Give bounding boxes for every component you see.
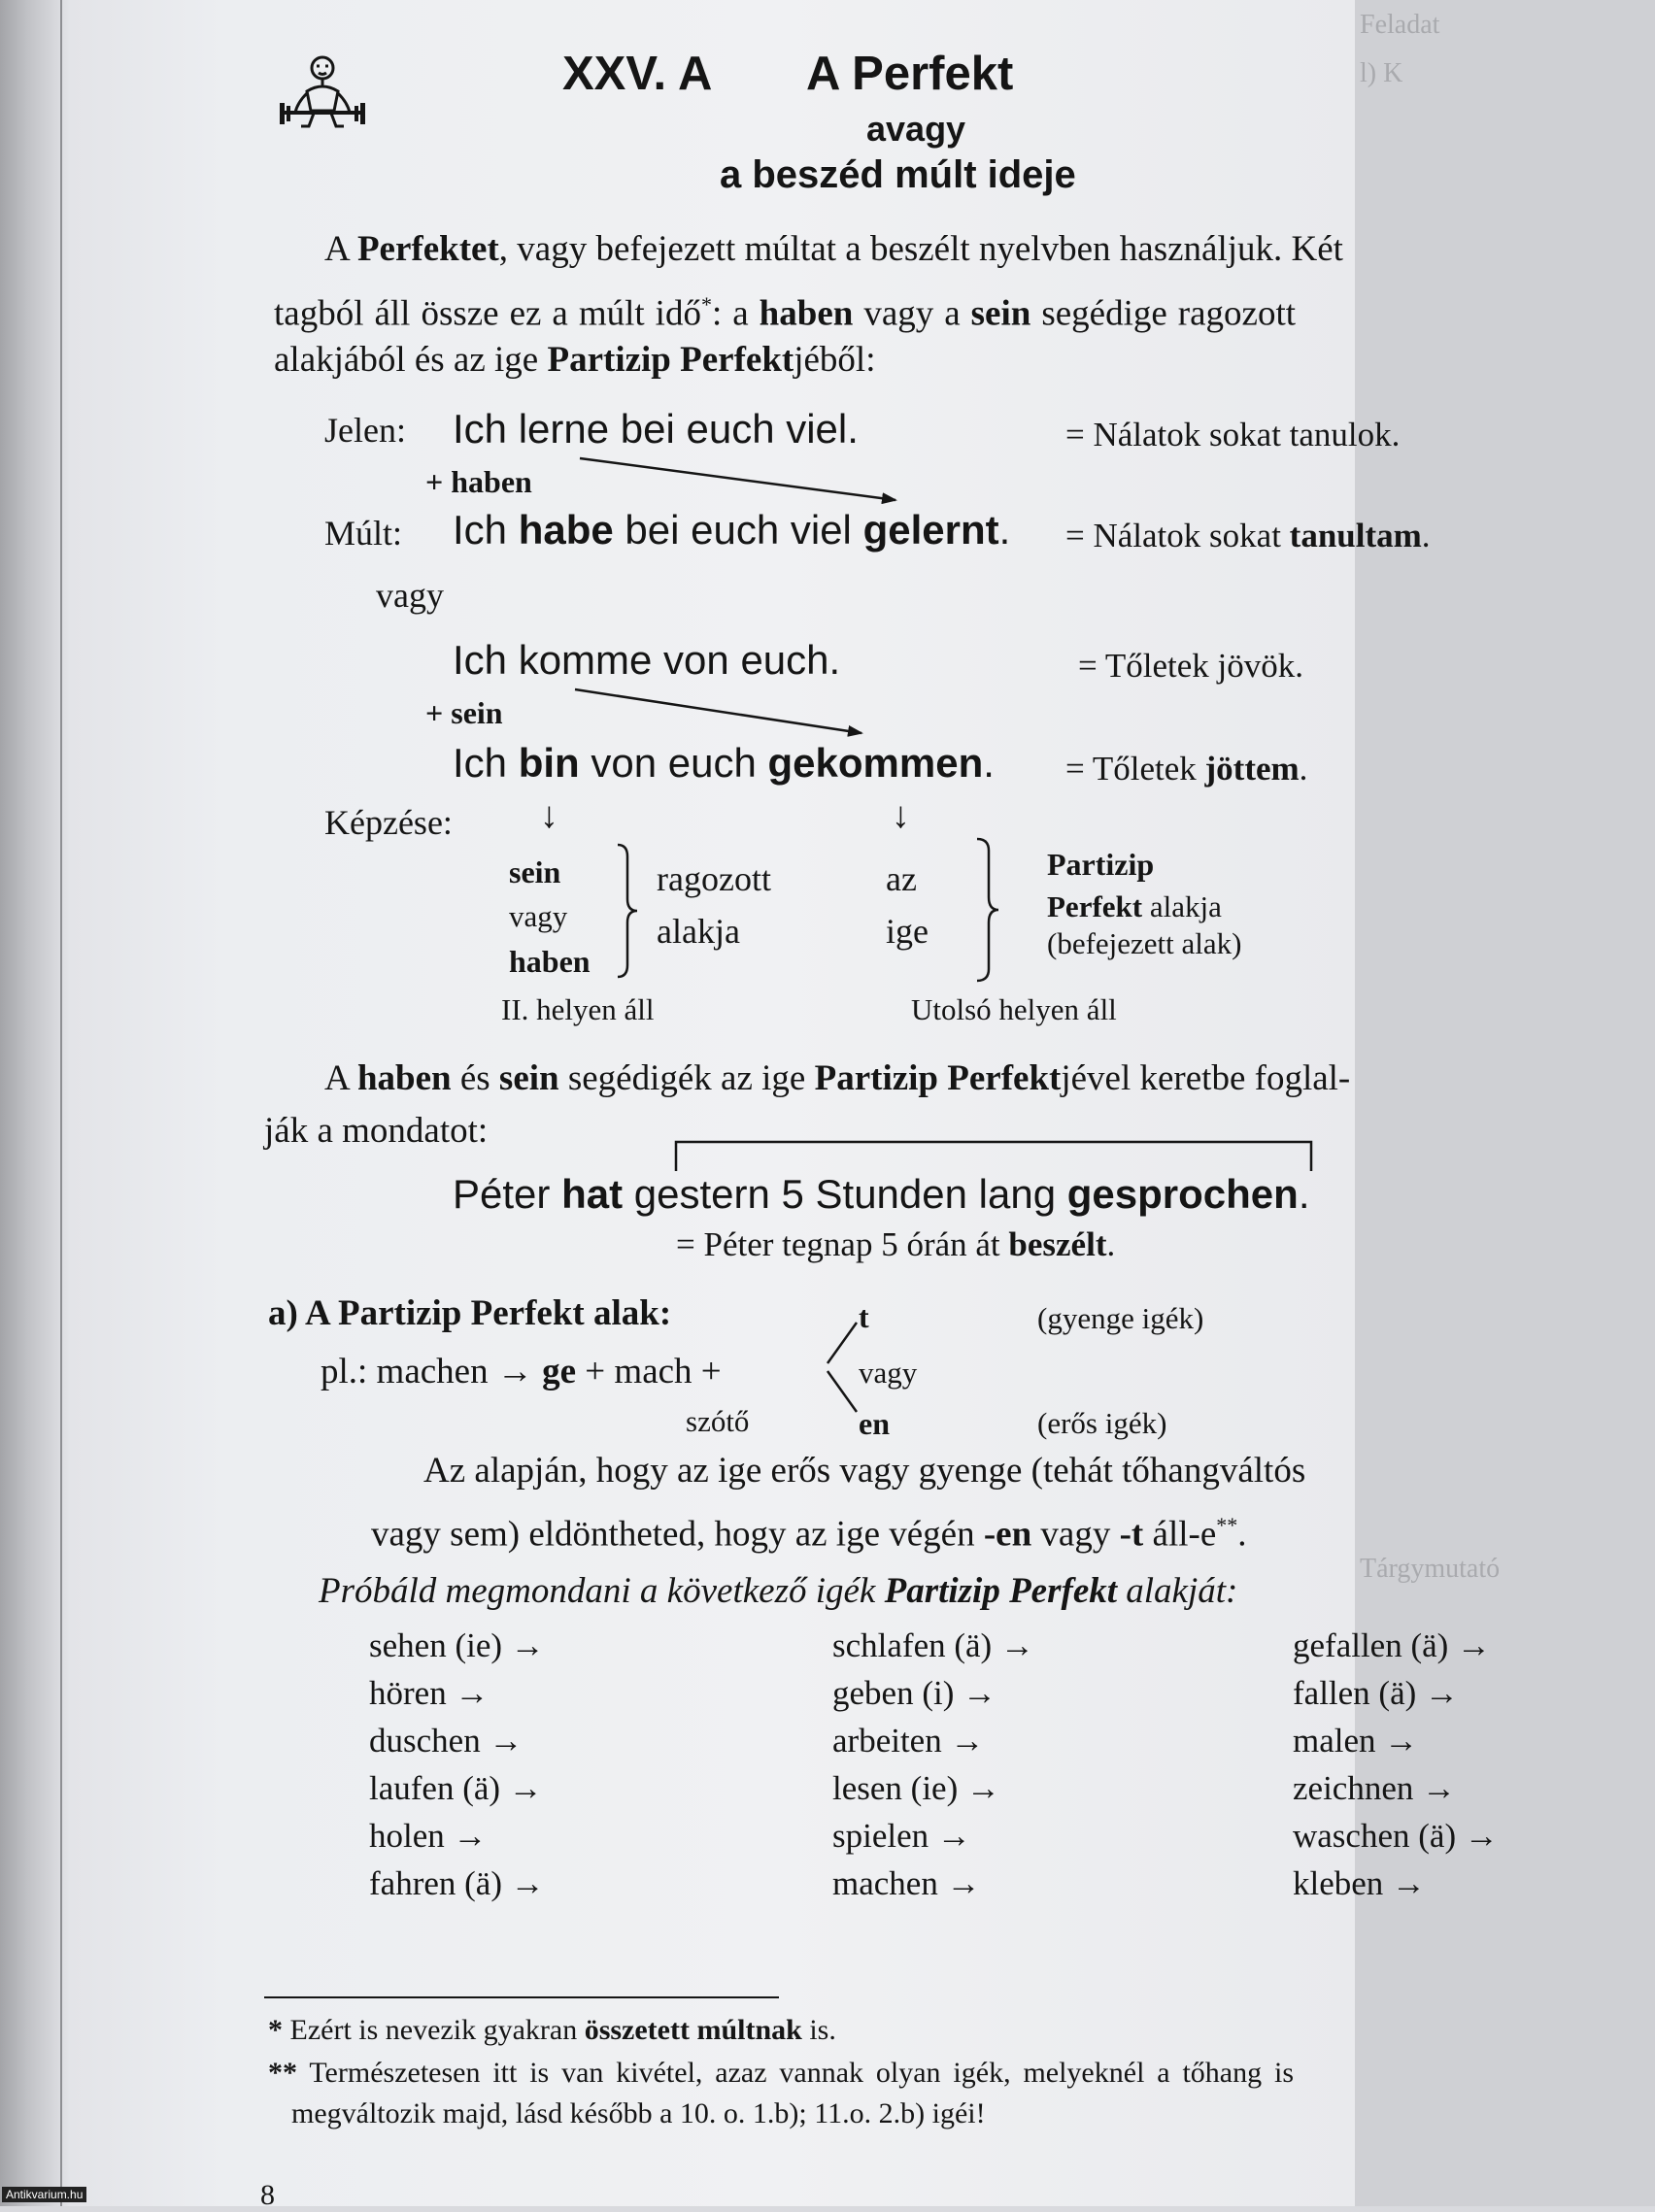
section-a-example: pl.: machen → ge + mach + (321, 1352, 722, 1391)
form-label: alakja (657, 912, 740, 951)
participle-label-3: (befejezett alak) (1047, 926, 1242, 960)
present-example-2: Ich komme von euch. (453, 637, 841, 683)
frame-paragraph-line-1: A haben és sein segédigék az ige Partizip Perfektjével keretbe foglal- (324, 1058, 1351, 1098)
weak-verbs-label: (gyenge igék) (1037, 1301, 1204, 1335)
verb-item: lesen (ie) → (832, 1769, 1000, 1807)
intro-line-2: tagból áll össze ez a múlt idő*: a haben vagy a sein segédige ragozott (274, 292, 1297, 334)
participle-label-1: Partizip (1047, 847, 1155, 882)
footnote-1: * Ezért is nevezik gyakran összetett múltnak is. (268, 2014, 836, 2046)
verb-column-2 (832, 1622, 1034, 1907)
verb-item: holen → (369, 1817, 488, 1855)
haben-arrow (580, 458, 895, 500)
verb-item: spielen → (832, 1817, 971, 1855)
transformation-arrows (70, 0, 1355, 874)
section-a-paragraph-line-2: vagy sem) eldöntheted, hogy az ige végén -en vagy -t áll-e**. (371, 1513, 1247, 1555)
left-brace (614, 843, 643, 979)
aux-haben: haben (509, 944, 591, 979)
frame-example-sentence: Péter hat gestern 5 Stunden lang gesprochen. (453, 1171, 1310, 1217)
page-title: A Perfekt (806, 48, 1014, 100)
verb-item: waschen (ä) → (1293, 1817, 1499, 1855)
verb-label: ige (886, 912, 929, 951)
verb-item: arbeiten → (832, 1722, 985, 1760)
stem-label: szótő (686, 1404, 750, 1438)
verb-item: malen → (1293, 1722, 1419, 1760)
down-arrow-aux: ↓ (540, 795, 558, 836)
ending-en: en (859, 1406, 890, 1441)
past-example: Ich habe bei euch viel gelernt. (453, 507, 1011, 553)
present-translation-2: = Tőletek jövök. (1078, 647, 1303, 685)
footnote-2-line-2: megváltozik majd, lásd később a 10. o. 1.b); 11.o. 2.b) igéi! (291, 2097, 986, 2129)
page-subtitle: a beszéd múlt ideje (720, 153, 1076, 196)
verb-item: sehen (ie) → (369, 1626, 545, 1664)
watermark: Antikvarium.hu (2, 2187, 86, 2202)
present-example: Ich lerne bei euch viel. (453, 406, 859, 452)
chapter-number: XXV. A (562, 48, 713, 100)
verb-item: laufen (ä) → (369, 1769, 543, 1807)
present-translation: = Nálatok sokat tanulok. (1065, 416, 1401, 453)
participle-label-2: Perfekt alakja (1047, 889, 1222, 923)
frame-example-translation: = Péter tegnap 5 órán át beszélt. (676, 1225, 1116, 1263)
bleed-through-text: Feladat (1360, 10, 1440, 40)
intro-line-3: alakjából és az ige Partizip Perfektjéből: (274, 340, 876, 380)
title-connector: avagy (866, 109, 966, 149)
sentence-frame-bracket (594, 1136, 1323, 1175)
plus-sein-label: + sein (425, 695, 503, 730)
present-label: Jelen: (324, 411, 406, 450)
footnote-2-line-1: ** Természetesen itt is van kivétel, azaz vannak olyan igék, melyeknél a tőhang is (268, 2057, 1294, 2089)
exercise-instruction: Próbáld megmondani a következő igék Partizip Perfekt alakját: (319, 1571, 1238, 1611)
verb-item: kleben → (1293, 1864, 1427, 1902)
verb-item: schlafen (ä) → (832, 1626, 1034, 1664)
past-label: Múlt: (324, 514, 403, 553)
sein-arrow (575, 689, 861, 733)
ending-t: t (859, 1299, 869, 1334)
past-example-2: Ich bin von euch gekommen. (453, 740, 995, 786)
or-label: vagy (376, 576, 444, 615)
bleed-through-text: Tárgymutató (1360, 1554, 1501, 1584)
page-number: 8 (260, 2179, 275, 2211)
verb-item: zeichnen → (1293, 1769, 1457, 1807)
past-translation-2: = Tőletek jöttem. (1065, 750, 1308, 788)
verb-item: fahren (ä) → (369, 1864, 545, 1902)
strong-verbs-label: (erős igék) (1037, 1406, 1167, 1440)
verb-column-3 (1293, 1622, 1499, 1907)
verb-item: duschen → (369, 1722, 524, 1760)
down-arrow-participle: ↓ (892, 795, 910, 836)
verb-item: fallen (ä) → (1293, 1674, 1460, 1712)
aux-or: vagy (509, 899, 568, 933)
verb-item: machen → (832, 1864, 981, 1902)
intro-line-1: A Perfektet, vagy befejezett múltat a beszélt nyelvben használjuk. Két (324, 229, 1343, 269)
verb-item: gefallen (ä) → (1293, 1626, 1492, 1664)
aux-sein: sein (509, 855, 561, 889)
conjugated-label: ragozott (657, 859, 771, 898)
section-a-heading: a) A Partizip Perfekt alak: (268, 1293, 672, 1333)
the-label: az (886, 859, 917, 898)
footnote-separator (264, 1996, 779, 1998)
verb-item: hören → (369, 1674, 490, 1712)
verb-column-1 (369, 1622, 545, 1907)
frame-paragraph-line-2: ják a mondatot: (264, 1111, 489, 1151)
plus-haben-label: + haben (425, 464, 532, 499)
formation-label: Képzése: (324, 803, 453, 842)
right-brace (973, 837, 1002, 983)
bleed-through-text: l) K (1360, 58, 1403, 88)
past-translation: = Nálatok sokat tanultam. (1065, 517, 1431, 554)
spine-edge-line (60, 0, 62, 2206)
ending-or: vagy (859, 1356, 918, 1390)
last-position-label: Utolsó helyen áll (911, 992, 1117, 1026)
section-a-paragraph-line-1: Az alapján, hogy az ige erős vagy gyenge (tehát tőhangváltós (423, 1451, 1306, 1491)
second-position-label: II. helyen áll (501, 992, 655, 1026)
verb-item: geben (i) → (832, 1674, 997, 1712)
